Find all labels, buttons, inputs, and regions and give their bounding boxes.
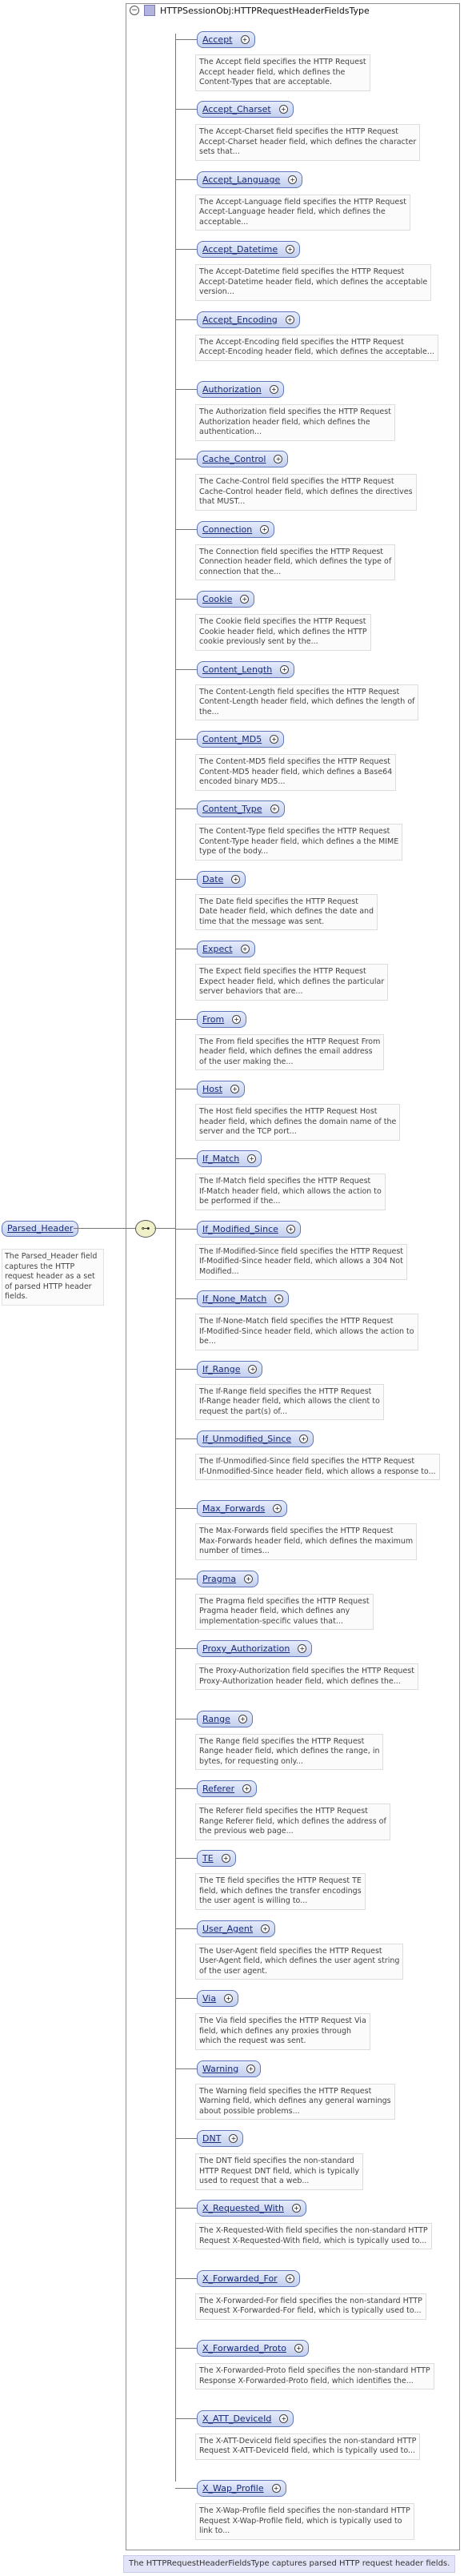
field-element-label: Date <box>202 873 224 885</box>
field-connector-line <box>175 599 197 600</box>
field-description: The Via field specifies the HTTP Request Via field, which defines any proxies through which the request was sent. <box>195 2013 370 2050</box>
complex-type-icon <box>144 5 155 16</box>
field-element-label: If_Unmodified_Since <box>202 1434 292 1444</box>
field-element-node[interactable] <box>197 871 246 888</box>
field-element-label: If_None_Match <box>202 1294 267 1305</box>
field-element-label: DNT <box>202 2133 222 2144</box>
expand-icon[interactable]: + <box>280 665 289 674</box>
root-element-node[interactable] <box>2 1221 78 1237</box>
field-connector-line <box>175 2348 197 2349</box>
field-element-node[interactable] <box>197 731 284 748</box>
expand-icon[interactable]: + <box>274 1294 283 1303</box>
field-connector-line <box>175 739 197 740</box>
field-element-label: Content_Type <box>202 804 262 815</box>
expand-icon[interactable]: + <box>244 1575 253 1583</box>
field-description: The If-Modified-Since field specifies the HTTP Request If-Modified-Since header field, which allows a 304 Not Modified... <box>195 1244 407 1281</box>
field-element-label: X_Requested_With <box>202 2203 284 2214</box>
expand-icon[interactable]: + <box>247 1154 256 1163</box>
field-description: The X-Wap-Profile field specifies the non-standard HTTP Request X-Wap-Profile field, which is typically used to link to... <box>195 2503 414 2540</box>
field-element-label: TE <box>202 1853 214 1864</box>
field-element-label: Content_MD5 <box>202 734 262 744</box>
field-description: The Pragma field specifies the HTTP Request Pragma header field, which defines any implementation-specific values that... <box>195 1594 374 1631</box>
field-description: The Accept-Encoding field specifies the HTTP Request Accept-Encoding header field, which defines the acceptable... <box>195 335 438 361</box>
field-description: The Cache-Control field specifies the HTTP Request Cache-Control header field, which defines the directives that MUST... <box>195 474 417 511</box>
expand-icon[interactable]: + <box>298 1644 306 1653</box>
field-element-label: Accept_Charset <box>202 104 271 115</box>
field-element-node[interactable] <box>197 591 254 608</box>
field-connector-line <box>175 179 197 180</box>
field-connector-line <box>175 1648 197 1649</box>
expand-icon[interactable]: + <box>286 1225 295 1234</box>
expand-icon[interactable]: + <box>246 2064 255 2073</box>
field-description: The Accept field specifies the HTTP Request Accept header field, which defines the Content-Types that are acceptable. <box>195 54 370 91</box>
field-element-label: Content_Length <box>202 664 273 675</box>
field-description: The If-Range field specifies the HTTP Request If-Range header field, which allows the client to request the part(s) of... <box>195 1384 384 1421</box>
field-element-label: Pragma <box>202 1573 237 1584</box>
field-element-label: If_Match <box>202 1154 240 1165</box>
field-connector-line <box>175 879 197 880</box>
field-description: The User-Agent field specifies the HTTP Request User-Agent field, which defines the user agent string of the user agent. <box>195 1944 403 1980</box>
field-description: The X-Forwarded-For field specifies the non-standard HTTP Request X-Forwarded-For field, which is typically used to... <box>195 2293 426 2320</box>
field-connector-line <box>175 1508 197 1509</box>
field-connector-line <box>175 2208 197 2209</box>
field-element-node[interactable] <box>197 311 300 328</box>
field-element-label: X_Forwarded_Proto <box>202 2343 287 2354</box>
field-description: The Range field specifies the HTTP Request Range header field, which defines the range, in bytes, for requesting only... <box>195 1734 383 1771</box>
field-description: The X-ATT-DeviceId field specifies the non-standard HTTP Request X-ATT-DeviceId field, which is typically used to... <box>195 2434 420 2460</box>
expand-icon[interactable]: + <box>240 595 249 604</box>
expand-icon[interactable]: + <box>270 385 278 394</box>
field-connector-line <box>175 2068 197 2069</box>
field-element-node[interactable] <box>197 1361 262 1378</box>
field-element-label: Via <box>202 1993 217 2004</box>
field-connector-line <box>175 389 197 390</box>
field-element-label: Range <box>202 1713 230 1724</box>
field-element-node[interactable] <box>197 941 255 957</box>
field-element-label: Accept_Language <box>202 174 281 185</box>
field-element-node[interactable] <box>197 2130 243 2147</box>
field-connector-line <box>175 529 197 530</box>
field-element-node[interactable] <box>197 1500 287 1517</box>
field-connector-line <box>175 1858 197 1859</box>
expand-icon[interactable]: + <box>261 1924 270 1933</box>
expand-icon[interactable]: + <box>231 875 240 884</box>
expand-icon[interactable]: + <box>232 1015 241 1024</box>
field-description: The Warning field specifies the HTTP Request Warning field, which defines any general warnings about possible problems... <box>195 2084 395 2121</box>
field-connector-line <box>175 2488 197 2489</box>
field-description: The If-Unmodified-Since field specifies the HTTP Request If-Unmodified-Since header field, which allows a response to... <box>195 1454 440 1480</box>
expand-icon[interactable]: + <box>272 2484 281 2493</box>
field-element-label: Expect <box>202 944 233 955</box>
field-element-node[interactable] <box>197 1290 289 1307</box>
field-element-node[interactable] <box>197 2340 309 2357</box>
field-element-label: Cache_Control <box>202 454 266 465</box>
field-element-node[interactable] <box>197 800 285 817</box>
field-element-node[interactable] <box>197 451 288 467</box>
field-description: The Referer field specifies the HTTP Request Range Referer field, which defines the address of the previous web page... <box>195 1804 390 1840</box>
field-connector-line <box>175 39 197 40</box>
type-footer-note: The HTTPRequestHeaderFieldsType captures parsed HTTP request header fields. <box>123 2555 455 2573</box>
field-description: The Cookie field specifies the HTTP Request Cookie header field, which defines the HTTP cookie previously sent by the... <box>195 614 371 651</box>
field-element-node[interactable] <box>197 1850 236 1867</box>
collapse-icon[interactable]: − <box>130 6 139 15</box>
field-description: The Max-Forwards field specifies the HTTP Request Max-Forwards header field, which defines the maximum number of times... <box>195 1523 417 1560</box>
field-element-node[interactable] <box>197 241 300 258</box>
field-element-label: Cookie <box>202 594 233 605</box>
expand-icon[interactable]: + <box>292 2204 301 2213</box>
sequence-compositor-icon[interactable]: ⊶ <box>135 1220 156 1238</box>
field-connector-line <box>175 319 197 320</box>
field-element-node[interactable] <box>197 2200 306 2217</box>
field-element-label: From <box>202 1013 225 1025</box>
field-connector-line <box>175 2418 197 2419</box>
field-element-label: Accept_Encoding <box>202 314 278 325</box>
field-element-label: Accept_Datetime <box>202 244 278 255</box>
field-description: The DNT field specifies the non-standard HTTP Request DNT field, which is typically used to request that a web... <box>195 2153 363 2190</box>
expand-icon[interactable]: + <box>242 1784 251 1793</box>
expand-icon[interactable]: + <box>279 105 288 114</box>
field-element-label: Warning <box>202 2063 239 2074</box>
expand-icon[interactable]: + <box>229 2134 238 2143</box>
field-element-node[interactable] <box>197 661 294 678</box>
field-connector-line <box>175 1788 197 1789</box>
sequence-connector-line <box>154 1228 175 1229</box>
field-element-node[interactable] <box>197 1920 275 1937</box>
field-element-node[interactable] <box>197 2480 286 2497</box>
field-element-node[interactable] <box>197 1640 312 1657</box>
field-connector-line <box>175 249 197 250</box>
field-description: The Content-Length field specifies the HTTP Request Content-Length header field, which defines the length of the... <box>195 684 418 721</box>
type-title: HTTPSessionObj:HTTPRequestHeaderFieldsType <box>160 5 370 16</box>
field-connector-line <box>175 1438 197 1439</box>
field-description: The Expect field specifies the HTTP Request Expect header field, which defines the particular server behaviors that are... <box>195 964 388 1001</box>
field-connector-line <box>175 1998 197 1999</box>
field-element-node[interactable] <box>197 1780 257 1797</box>
field-element-node[interactable] <box>197 1990 238 2007</box>
field-connector-line <box>175 1019 197 1020</box>
expand-icon[interactable]: + <box>248 1365 257 1374</box>
root-element-label: Parsed_Header <box>7 1223 74 1234</box>
field-connector-line <box>175 109 197 110</box>
field-element-node[interactable] <box>197 2270 300 2287</box>
field-element-label: X_ATT_DeviceId <box>202 2413 272 2424</box>
field-element-label: If_Range <box>202 1363 241 1374</box>
expand-icon[interactable]: + <box>286 315 294 324</box>
field-description: The From field specifies the HTTP Request From header field, which defines the email address of the user making the... <box>195 1034 384 1071</box>
children-connector-line <box>175 34 176 2482</box>
field-description: The Date field specifies the HTTP Request Date header field, which defines the date and time that the message was sent. <box>195 894 378 931</box>
field-element-node[interactable] <box>197 1011 246 1028</box>
expand-icon[interactable]: + <box>299 1434 308 1443</box>
field-description: The If-None-Match field specifies the HTTP Request If-Modified-Since header field, which allows the action to be... <box>195 1314 418 1350</box>
expand-icon[interactable]: + <box>260 525 269 534</box>
expand-icon[interactable]: + <box>224 1994 233 2003</box>
field-element-label: Connection <box>202 524 253 535</box>
expand-icon[interactable]: + <box>288 175 297 184</box>
field-connector-line <box>175 1369 197 1370</box>
field-element-node[interactable] <box>197 1571 258 1587</box>
field-element-label: X_Wap_Profile <box>202 2483 264 2494</box>
field-element-node[interactable] <box>197 1081 245 1097</box>
expand-icon[interactable]: + <box>270 735 278 744</box>
field-description: The Content-Type field specifies the HTTP Request Content-Type header field, which defines a the MIME type of the body... <box>195 824 402 861</box>
field-description: The TE field specifies the HTTP Request TE field, which defines the transfer encodings the user agent is willing to... <box>195 1873 366 1910</box>
field-description: The Accept-Datetime field specifies the HTTP Request Accept-Datetime header field, which defines the acceptable version... <box>195 264 431 301</box>
field-element-node[interactable] <box>197 171 302 188</box>
field-connector-line <box>175 669 197 670</box>
field-connector-line <box>175 1298 197 1299</box>
field-element-label: Referer <box>202 1784 235 1794</box>
field-description: The X-Forwarded-Proto field specifies the non-standard HTTP Response X-Forwarded-Proto field, which identifies the... <box>195 2363 434 2389</box>
field-description: The X-Requested-With field specifies the non-standard HTTP Request X-Requested-With field, which is typically used to... <box>195 2223 432 2249</box>
field-element-node[interactable] <box>197 521 274 538</box>
expand-icon[interactable]: + <box>241 945 250 953</box>
field-element-node[interactable] <box>197 101 294 118</box>
field-element-label: Accept <box>202 34 233 45</box>
field-connector-line <box>175 1229 197 1230</box>
field-description: The Host field specifies the HTTP Request Host header field, which defines the domain name of the server and the TCP port... <box>195 1104 400 1141</box>
expand-icon[interactable]: + <box>270 804 279 813</box>
field-element-label: User_Agent <box>202 1923 254 1934</box>
expand-icon[interactable]: + <box>286 245 294 254</box>
type-header <box>130 3 370 18</box>
field-description: The Accept-Charset field specifies the HTTP Request Accept-Charset header field, which defines the character sets that... <box>195 124 420 161</box>
expand-icon[interactable]: + <box>279 2414 288 2423</box>
field-element-label: Host <box>202 1084 223 1094</box>
field-element-node[interactable] <box>197 2410 294 2427</box>
field-element-node[interactable] <box>197 1150 262 1167</box>
expand-icon[interactable]: + <box>241 35 250 44</box>
expand-icon[interactable]: + <box>222 1854 230 1863</box>
expand-icon[interactable]: + <box>238 1715 247 1723</box>
field-description: The Connection field specifies the HTTP Request Connection header field, which defines the type of connection that the... <box>195 544 395 581</box>
field-element-node[interactable] <box>197 2060 261 2077</box>
field-connector-line <box>175 1158 197 1159</box>
field-connector-line <box>175 2138 197 2139</box>
field-description: The If-Match field specifies the HTTP Request If-Match header field, which allows the action to be performed if the... <box>195 1174 386 1210</box>
field-connector-line <box>175 1928 197 1929</box>
field-element-label: Max_Forwards <box>202 1503 266 1515</box>
root-element-description: The Parsed_Header field captures the HTTP request header as a set of parsed HTTP header fields. <box>2 1249 104 1306</box>
expand-icon[interactable]: + <box>274 455 282 463</box>
field-element-node[interactable] <box>197 1711 253 1727</box>
expand-icon[interactable]: + <box>294 2344 303 2353</box>
expand-icon[interactable]: + <box>273 1504 282 1513</box>
expand-icon[interactable]: + <box>230 1085 239 1093</box>
root-connector-line <box>74 1228 138 1229</box>
field-element-node[interactable] <box>197 31 255 48</box>
field-element-node[interactable] <box>197 1221 301 1238</box>
field-element-node[interactable] <box>197 381 284 398</box>
field-element-label: X_Forwarded_For <box>202 2273 278 2284</box>
field-description: The Accept-Language field specifies the HTTP Request Accept-Language header field, which defines the acceptable... <box>195 195 410 231</box>
field-description: The Content-MD5 field specifies the HTTP Request Content-MD5 header field, which defines a Base64 encoded binary MD5... <box>195 754 396 791</box>
field-element-label: Proxy_Authorization <box>202 1643 290 1655</box>
field-element-label: Authorization <box>202 384 262 395</box>
field-description: The Proxy-Authorization field specifies the HTTP Request Proxy-Authorization header field, which defines the... <box>195 1663 418 1690</box>
field-element-node[interactable] <box>197 1430 314 1447</box>
field-element-label: If_Modified_Since <box>202 1223 278 1234</box>
field-connector-line <box>175 2278 197 2279</box>
expand-icon[interactable]: + <box>286 2274 294 2283</box>
field-description: The Authorization field specifies the HTTP Request Authorization header field, which defines the authentication... <box>195 404 395 441</box>
